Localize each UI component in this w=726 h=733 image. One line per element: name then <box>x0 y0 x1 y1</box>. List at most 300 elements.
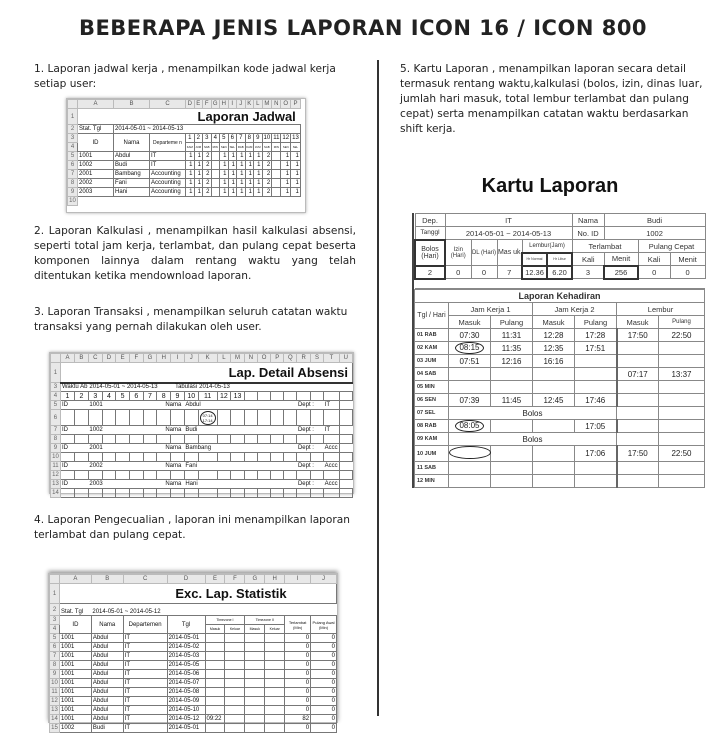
schedule-cell: 1 <box>194 179 203 188</box>
day-number: 10 <box>263 135 271 141</box>
pc-kali-value: 0 <box>638 266 670 279</box>
schedule-cell: 1 <box>186 179 195 188</box>
day-cell: 12 MIN <box>415 475 449 488</box>
pulang-header: Pulang Awal (Min) <box>311 616 337 634</box>
day-number: 7 <box>237 134 246 143</box>
employee-row <box>51 462 353 471</box>
tgl-cell: 2014-05-09 <box>167 697 205 706</box>
terl-menit-value: 256 <box>604 266 638 279</box>
column-letter: L <box>254 100 263 109</box>
day-number: 6 <box>129 392 143 401</box>
empty-cell <box>78 197 301 206</box>
keluar2-cell <box>265 715 285 724</box>
time-cell <box>491 462 533 475</box>
masuk2-cell <box>245 652 265 661</box>
masuk-cell <box>205 670 225 679</box>
day-number: 1 <box>60 392 74 401</box>
pulang-cell: 0 <box>311 661 337 670</box>
tgl-header: Tgl <box>167 616 205 634</box>
row-number: 7 <box>68 170 78 179</box>
time-cell <box>157 471 171 480</box>
time-cell <box>217 435 231 444</box>
tgl-cell: 2014-05-12 <box>167 715 205 724</box>
id-cell: 1002 <box>78 161 114 170</box>
day-cell: 01 RAB <box>415 329 449 342</box>
nama-cell: Abdul <box>91 679 123 688</box>
terlambat-cell: 0 <box>285 679 311 688</box>
masuk-cell <box>205 661 225 670</box>
time-cell <box>449 446 491 462</box>
jk2-masuk-header: Masuk <box>533 316 575 329</box>
section-3-text: 3. Laporan Transaksi , menampilkan seluruh catatan waktu transaksi yang pernah dilakukan oleh user. <box>34 306 348 333</box>
column-letter: U <box>339 354 352 363</box>
time-cell <box>129 435 143 444</box>
schedule-cell <box>272 152 281 161</box>
schedule-cell: 1 <box>254 152 263 161</box>
time-cell: 16:16 <box>533 355 575 368</box>
id-cell: 1001 <box>59 688 91 697</box>
dept-cell: IT <box>123 715 167 724</box>
time-cell <box>244 453 257 462</box>
schedule-cell: 1 <box>254 161 263 170</box>
time-row <box>51 489 353 498</box>
id-value: 1001 <box>88 401 156 410</box>
tabulasi-label: Tabulasi <box>175 384 198 391</box>
schedule-cell: 1 <box>228 161 237 170</box>
day-cell: 02 KAM <box>415 342 449 355</box>
tz2-header: Timezone II <box>245 616 285 625</box>
masuk-cell: 09:22 <box>205 715 225 724</box>
keluar-cell <box>225 688 245 697</box>
time-cell <box>244 435 257 444</box>
empty-row <box>68 197 301 206</box>
detail-sheet <box>49 352 354 494</box>
day-cell: 09 KAM <box>415 433 449 446</box>
dept-cell: IT <box>123 706 167 715</box>
keluar-header: Keluar <box>265 625 285 634</box>
day-number: 11 <box>198 392 217 401</box>
time-cell <box>102 471 116 480</box>
time-cell <box>297 489 310 498</box>
day-number: 5 <box>116 392 130 401</box>
time-cell <box>184 410 198 426</box>
range-row <box>51 383 353 392</box>
time-cell <box>310 435 323 444</box>
schedule-cell: 2 <box>203 152 212 161</box>
time-cell: 17:28 <box>575 329 617 342</box>
row-number: 5 <box>50 634 60 643</box>
schedule-cell: 2 <box>262 188 272 197</box>
stat-label: Stat. Tgl <box>60 609 84 615</box>
time-cell <box>88 435 102 444</box>
row-number: 9 <box>51 444 61 453</box>
time-cell <box>297 410 310 426</box>
tgl-cell: 2014-05-05 <box>167 661 205 670</box>
dept-value: Accc <box>324 481 338 487</box>
time-cell <box>184 489 198 498</box>
time-cell <box>244 410 257 426</box>
keluar2-cell <box>265 634 285 643</box>
time-cell <box>184 471 198 480</box>
column-letter: J <box>184 354 198 363</box>
day-number: 4 <box>211 134 220 143</box>
day-name: SAB <box>262 143 272 152</box>
row-number: 12 <box>52 472 59 478</box>
schedule-cell: 1 <box>220 152 229 161</box>
time-cell <box>88 471 102 480</box>
bolos-note: Bolos <box>449 433 617 446</box>
time-cell: 17:50 <box>617 446 659 462</box>
row-number: 7 <box>51 426 61 435</box>
table-row <box>68 152 301 161</box>
time-cell <box>533 475 575 488</box>
detail-title: Lap. Detail Absensi <box>60 363 352 383</box>
row-number: 1 <box>51 363 61 383</box>
schedule-cell: 1 <box>237 188 246 197</box>
day-number: 13 <box>231 392 245 401</box>
dept-value: Accc <box>324 445 338 451</box>
lembur-pulang-header: Pulang <box>659 316 705 329</box>
schedule-cell: 1 <box>237 152 246 161</box>
time-cell <box>217 489 231 498</box>
day-number: 9 <box>254 134 263 143</box>
schedule-cell: 1 <box>281 170 291 179</box>
kartu-card <box>412 213 697 488</box>
nama-value: Hani <box>184 480 297 489</box>
id-cell: 1001 <box>59 715 91 724</box>
schedule-cell: 2 <box>203 188 212 197</box>
corner-cell <box>51 354 61 363</box>
time-cell <box>157 489 171 498</box>
dept-cell: IT <box>150 152 186 161</box>
row-number: 13 <box>51 707 58 713</box>
column-letter: F <box>203 100 212 109</box>
corner-cell <box>50 575 60 584</box>
nama-label: Nama <box>157 444 185 453</box>
time-cell <box>659 355 705 368</box>
time-cell: 17:50 <box>617 329 659 342</box>
keluar2-cell <box>265 697 285 706</box>
schedule-cell <box>272 188 281 197</box>
column-letter: D <box>102 354 116 363</box>
jk2-pulang-header: Pulang <box>575 316 617 329</box>
time-cell <box>60 435 74 444</box>
lembur-header: Lembur(Jam) <box>522 240 572 253</box>
schedule-cell: 1 <box>281 152 291 161</box>
time-cell <box>198 435 217 444</box>
tgl-cell: 2014-05-10 <box>167 706 205 715</box>
schedule-cell <box>272 170 281 179</box>
terl-menit-header: Menit <box>604 253 638 266</box>
schedule-cell: 1 <box>291 179 301 188</box>
employee-row <box>51 480 353 489</box>
schedule-cell <box>272 179 281 188</box>
nama-cell: Abdul <box>91 634 123 643</box>
id-label: ID <box>60 444 74 453</box>
column-letter: A <box>60 354 74 363</box>
time-cell <box>88 453 102 462</box>
time-cell <box>324 453 340 462</box>
time-cell <box>310 453 323 462</box>
masuk-header: Masuk <box>205 625 225 634</box>
nama-cell: Abdul <box>91 661 123 670</box>
column-letter: C <box>88 354 102 363</box>
day-number: 5 <box>220 134 229 143</box>
jadwal-sheet <box>66 98 306 213</box>
dep-value: IT <box>445 214 572 227</box>
schedule-cell <box>211 179 220 188</box>
section-4-text: 4. Laporan Pengecualian , laporan ini menampilkan laporan terlambat dan pulang cepat. <box>34 514 350 541</box>
schedule-cell: 1 <box>228 170 237 179</box>
day-name: MIN <box>211 143 220 152</box>
schedule-cell: 1 <box>228 152 237 161</box>
time-cell <box>116 471 130 480</box>
dept-cell: IT <box>123 661 167 670</box>
masuk-cell <box>205 634 225 643</box>
row-number: 4 <box>50 625 60 634</box>
time-cell <box>116 453 130 462</box>
id-cell: 1001 <box>59 652 91 661</box>
time-cell: 12:35 <box>533 342 575 355</box>
corner-cell <box>68 100 78 109</box>
time-cell <box>491 381 533 394</box>
schedule-cell: 1 <box>291 152 301 161</box>
time-cell <box>310 489 323 498</box>
row-number: 6 <box>68 161 78 170</box>
masuk-value: 7 <box>497 266 522 279</box>
highlight-oval <box>200 411 216 425</box>
time-cell <box>533 446 575 462</box>
nama-cell: Abdul <box>91 652 123 661</box>
id-value: 2001 <box>88 444 156 453</box>
nama-cell: Budi <box>114 161 150 170</box>
schedule-cell: 1 <box>291 161 301 170</box>
nama-cell: Hani <box>114 188 150 197</box>
izin-header: Izin (Hari) <box>445 240 471 266</box>
time-cell <box>102 435 116 444</box>
terlambat-cell: 0 <box>285 634 311 643</box>
time-cell <box>271 453 284 462</box>
schedule-cell: 1 <box>194 188 203 197</box>
nama-label: Nama <box>572 214 604 227</box>
id-label: ID <box>60 462 74 471</box>
time-cell: 22:50 <box>659 446 705 462</box>
dept-cell: Accounting <box>150 170 186 179</box>
time-cell <box>171 453 185 462</box>
time-cell <box>116 410 130 426</box>
row-number: 8 <box>51 435 61 444</box>
time-row <box>51 435 353 444</box>
exc-title: Exc. Lap. Statistik <box>59 584 336 604</box>
dept-label: Dept : <box>297 462 324 471</box>
column-letter: I <box>228 100 237 109</box>
row-number: 11 <box>52 463 59 469</box>
time-cell <box>74 471 88 480</box>
masuk-cell <box>205 652 225 661</box>
time-cell <box>491 368 533 381</box>
id-header: ID <box>59 616 91 634</box>
masuk2-cell <box>245 634 265 643</box>
circled-in-time: 07:14 <box>202 412 213 418</box>
masuk2-cell <box>245 643 265 652</box>
time-cell <box>157 435 171 444</box>
nama-cell: Abdul <box>91 670 123 679</box>
time-cell <box>171 435 185 444</box>
nama-label: Nama <box>157 480 185 489</box>
time-cell <box>257 489 270 498</box>
time-cell <box>617 475 659 488</box>
time-cell <box>257 410 270 426</box>
nama-cell: Abdul <box>91 697 123 706</box>
nama-cell: Abdul <box>91 706 123 715</box>
time-cell <box>575 475 617 488</box>
keluar-cell <box>225 697 245 706</box>
row-number: 3 <box>51 383 61 392</box>
masuk2-cell <box>245 679 265 688</box>
stat-label: Stat. Tgl <box>78 125 114 134</box>
keluar-cell <box>225 661 245 670</box>
row-number: 9 <box>68 188 78 197</box>
circled-time: 08:15 <box>455 342 483 354</box>
dept-cell: IT <box>123 679 167 688</box>
time-cell <box>171 410 185 426</box>
time-cell <box>271 435 284 444</box>
dept-cell: IT <box>123 652 167 661</box>
pulang-cell: 0 <box>311 715 337 724</box>
column-letter: A <box>59 575 91 584</box>
attendance-row <box>415 381 705 394</box>
time-cell <box>116 489 130 498</box>
time-cell <box>310 471 323 480</box>
column-letter: Q <box>284 354 297 363</box>
dept-cell: IT <box>123 724 167 733</box>
schedule-cell: 1 <box>194 170 203 179</box>
dept-value: IT <box>324 401 340 410</box>
exc-sheet <box>48 573 338 731</box>
time-cell: 13:37 <box>659 368 705 381</box>
nama-value: Bambang <box>184 444 297 453</box>
time-cell <box>217 453 231 462</box>
time-cell: 11:45 <box>491 394 533 407</box>
schedule-cell: 1 <box>254 188 263 197</box>
time-cell <box>659 342 705 355</box>
time-cell <box>659 394 705 407</box>
dept-value: IT <box>324 426 340 435</box>
terlambat-header: Terlambat (Min) <box>285 616 311 634</box>
schedule-cell <box>211 152 220 161</box>
keluar2-cell <box>265 679 285 688</box>
masuk-header: Mas uk <box>497 240 522 266</box>
waktu-range: 2014-05-01 ~ 2014-05-13 <box>89 384 158 391</box>
attendance-row <box>415 420 705 433</box>
day-number: 8 <box>157 392 171 401</box>
column-letter: E <box>194 100 203 109</box>
jk1-masuk-header: Masuk <box>449 316 491 329</box>
table-row <box>68 170 301 179</box>
column-letter: G <box>143 354 157 363</box>
lembur-col-header: Lembur <box>617 303 705 316</box>
noid-label: No. ID <box>572 227 604 240</box>
time-cell <box>129 489 143 498</box>
hr-libur-header: Hr Libur <box>547 253 572 266</box>
time-cell <box>449 462 491 475</box>
day-cell: 11 SAB <box>415 462 449 475</box>
schedule-cell: 1 <box>245 152 254 161</box>
keluar-cell <box>225 679 245 688</box>
empty-cell <box>74 462 88 471</box>
schedule-cell: 1 <box>245 188 254 197</box>
pulang-cepat-header: Pulang Cepat <box>638 240 705 253</box>
column-letter: P <box>291 100 301 109</box>
time-cell <box>449 475 491 488</box>
id-cell: 1001 <box>59 643 91 652</box>
employee-row <box>51 444 353 453</box>
dept-cell: IT <box>123 670 167 679</box>
time-cell <box>231 489 245 498</box>
time-cell <box>324 489 340 498</box>
time-cell <box>244 489 257 498</box>
tgl-cell: 2014-05-08 <box>167 688 205 697</box>
table-row <box>50 661 337 670</box>
pulang-cell: 0 <box>311 652 337 661</box>
time-cell <box>129 410 143 426</box>
time-cell <box>74 453 88 462</box>
terlambat-cell: 0 <box>285 688 311 697</box>
title-row <box>68 109 301 125</box>
time-cell <box>129 453 143 462</box>
bolos-value: 2 <box>415 266 445 279</box>
time-cell <box>297 435 310 444</box>
day-number: 1 <box>186 134 195 143</box>
time-cell <box>198 489 217 498</box>
column-letter: L <box>217 354 231 363</box>
row-number: 2 <box>50 604 60 616</box>
schedule-cell: 1 <box>237 170 246 179</box>
schedule-cell: 1 <box>254 179 263 188</box>
row-number: 10 <box>69 198 76 204</box>
dept-value: Accc <box>324 463 338 469</box>
keluar2-cell <box>265 661 285 670</box>
column-letter: S <box>310 354 323 363</box>
keluar-cell <box>225 706 245 715</box>
dept-cell: IT <box>123 697 167 706</box>
time-cell <box>297 453 310 462</box>
schedule-cell: 1 <box>281 179 291 188</box>
schedule-cell: 1 <box>228 179 237 188</box>
column-letter: C <box>123 575 167 584</box>
keluar2-cell <box>265 643 285 652</box>
schedule-cell: 1 <box>291 188 301 197</box>
day-number: 3 <box>88 392 102 401</box>
schedule-cell: 1 <box>281 161 291 170</box>
dept-label: Dept : <box>297 480 324 489</box>
kartu-title: Kartu Laporan <box>481 175 619 197</box>
day-name: SEN <box>220 143 229 152</box>
table-row <box>50 652 337 661</box>
terlambat-cell: 0 <box>285 670 311 679</box>
column-letter: J <box>311 575 337 584</box>
day-number: 12 <box>282 135 290 141</box>
time-cell <box>231 471 245 480</box>
attendance-row <box>415 329 705 342</box>
schedule-cell: 2 <box>262 170 272 179</box>
pc-kali-header: Kali <box>638 253 670 266</box>
time-cell <box>171 471 185 480</box>
id-cell: 1002 <box>59 724 91 733</box>
empty-cell <box>617 407 659 420</box>
izin-value: 0 <box>445 266 471 279</box>
column-letter: F <box>225 575 245 584</box>
